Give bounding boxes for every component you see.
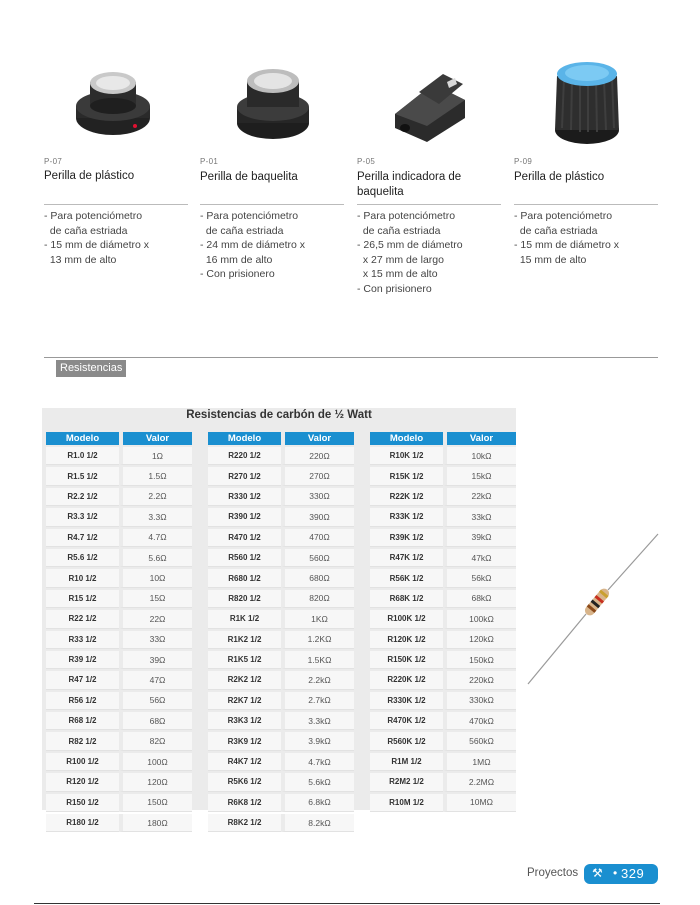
value-cell: 10kΩ [443,447,516,465]
table-row [46,508,192,526]
table-row [370,447,516,465]
table-row [370,732,516,750]
table-row [208,651,354,669]
table-row [208,732,354,750]
table-row [46,610,192,628]
value-cell: 4.7kΩ [281,753,354,771]
column-header-model: Modelo [46,432,119,445]
spec-line: - 24 mm de diámetro x [200,239,306,251]
value-cell: 1.5KΩ [281,651,354,669]
model-cell: R560 1/2 [208,549,281,567]
table-row [208,712,354,730]
table-title: Resistencias de carbón de ½ Watt [186,409,372,421]
spec-line: x 27 mm de largo [357,253,444,266]
table-row [208,529,354,547]
model-cell: R150K 1/2 [370,651,443,669]
projects-icon: ⚒ [592,866,603,880]
value-cell: 470kΩ [443,712,516,730]
table-row [370,692,516,710]
value-cell: 3.9kΩ [281,732,354,750]
table-row [46,529,192,547]
model-cell: R100K 1/2 [370,610,443,628]
table-row [370,773,516,791]
table-row [370,569,516,587]
table-row [208,610,354,628]
spec-line: 13 mm de alto [44,253,117,266]
table-row [370,671,516,689]
table-row [46,488,192,506]
value-cell: 3.3Ω [119,508,192,526]
bottom-divider [34,903,660,904]
model-cell: R3.3 1/2 [46,508,119,526]
product-code: P-05 [357,157,376,166]
table-row [46,467,192,485]
value-cell: 33kΩ [443,508,516,526]
table-row [370,467,516,485]
value-cell: 100kΩ [443,610,516,628]
section-divider [44,357,658,358]
knob-p09-image [552,56,622,148]
separator-dot: • [613,866,618,880]
value-cell: 4.7Ω [119,529,192,547]
spec-line: - Con prisionero [357,282,432,295]
page-badge [584,864,658,884]
table-row [370,794,516,812]
model-cell: R120 1/2 [46,773,119,791]
product-name: Perilla de plástico [514,171,605,183]
table-row [370,712,516,730]
table-row [370,651,516,669]
product-specs [514,209,664,267]
table-row [208,590,354,608]
product-name: Perilla indicadora de baquelita [357,171,462,198]
table-row [208,671,354,689]
value-cell: 1.5Ω [119,467,192,485]
value-cell: 2.2MΩ [443,773,516,791]
spec-line: 15 mm de alto [514,253,587,266]
divider [514,204,658,205]
model-cell: R2.2 1/2 [46,488,119,506]
footer-section-label: Proyectos [527,867,579,879]
spec-line: - Con prisionero [200,268,275,280]
value-cell: 15Ω [119,590,192,608]
model-cell: R470 1/2 [208,529,281,547]
table-row [208,773,354,791]
column-header-model: Modelo [370,432,443,445]
table-row [208,508,354,526]
value-cell: 100Ω [119,753,192,771]
model-cell: R6K8 1/2 [208,794,281,812]
model-cell: R2K2 1/2 [208,671,281,689]
model-cell: R2K7 1/2 [208,692,281,710]
value-cell: 470Ω [281,529,354,547]
value-cell: 1Ω [119,447,192,465]
model-cell: R150 1/2 [46,794,119,812]
model-cell: R470K 1/2 [370,712,443,730]
table-row [208,631,354,649]
value-cell: 68Ω [119,712,192,730]
knob-p01-image [233,63,313,145]
knob-p05-image [389,62,475,146]
model-cell: R3K3 1/2 [208,712,281,730]
value-cell: 120Ω [119,773,192,791]
product-specs [44,209,194,267]
table-row [208,692,354,710]
model-cell: R220 1/2 [208,447,281,465]
table-row [46,794,192,812]
spec-line: - 26,5 mm de diámetro [357,239,463,251]
value-cell: 680Ω [281,569,354,587]
product-code: P-01 [200,157,219,166]
table-row [46,651,192,669]
value-cell: 33Ω [119,631,192,649]
value-cell: 270Ω [281,467,354,485]
model-cell: R10 1/2 [46,569,119,587]
value-cell: 220kΩ [443,671,516,689]
value-cell: 22Ω [119,610,192,628]
column-header-value: Valor [443,432,516,445]
model-cell: R47K 1/2 [370,549,443,567]
spec-line: 16 mm de alto [200,253,273,266]
model-cell: R1K2 1/2 [208,631,281,649]
product-name: Perilla de plástico [44,170,135,182]
table-row [46,631,192,649]
value-cell: 1KΩ [281,610,354,628]
value-cell: 180Ω [119,814,192,832]
spec-line: x 15 mm de alto [357,268,438,280]
table-row [46,590,192,608]
model-cell: R39 1/2 [46,651,119,669]
value-cell: 82Ω [119,732,192,750]
resistor-image [522,530,662,690]
divider [200,204,344,205]
model-cell: R1K 1/2 [208,610,281,628]
section-label: Resistencias [56,360,126,377]
knob-p07-image [72,66,154,142]
value-cell: 1MΩ [443,753,516,771]
model-cell: R1K5 1/2 [208,651,281,669]
model-cell: R4.7 1/2 [46,529,119,547]
value-cell: 5.6kΩ [281,773,354,791]
value-cell: 15kΩ [443,467,516,485]
divider [357,204,501,205]
spec-line: - 15 mm de diámetro x [514,239,620,251]
model-cell: R120K 1/2 [370,631,443,649]
table-row [370,631,516,649]
table-row [208,814,354,832]
table-row [370,753,516,771]
model-cell: R47 1/2 [46,671,119,689]
table-row [208,549,354,567]
model-cell: R1.5 1/2 [46,467,119,485]
value-cell: 10Ω [119,569,192,587]
table-row [208,569,354,587]
spec-line: - Para potenciómetro [44,210,143,222]
value-cell: 330kΩ [443,692,516,710]
table-row [46,447,192,465]
model-cell: R22K 1/2 [370,488,443,506]
model-cell: R33 1/2 [46,631,119,649]
table-row [46,773,192,791]
model-cell: R15K 1/2 [370,467,443,485]
value-cell: 68kΩ [443,590,516,608]
spec-line: de caña estriada [514,224,598,237]
resistor-table-2 [208,430,354,834]
model-cell: R56K 1/2 [370,569,443,587]
model-cell: R220K 1/2 [370,671,443,689]
model-cell: R1M 1/2 [370,753,443,771]
model-cell: R330 1/2 [208,488,281,506]
table-row [370,529,516,547]
value-cell: 8.2kΩ [281,814,354,832]
value-cell: 1.2KΩ [281,631,354,649]
page-number: 329 [621,866,645,881]
spec-line: - Para potenciómetro [514,210,613,222]
table-row [208,794,354,812]
table-row [208,467,354,485]
model-cell: R560K 1/2 [370,732,443,750]
model-cell: R5K6 1/2 [208,773,281,791]
table-row [370,488,516,506]
model-cell: R8K2 1/2 [208,814,281,832]
value-cell: 10MΩ [443,794,516,812]
table-row [46,692,192,710]
model-cell: R39K 1/2 [370,529,443,547]
model-cell: R10M 1/2 [370,794,443,812]
value-cell: 47kΩ [443,549,516,567]
table-row [46,712,192,730]
value-cell: 390Ω [281,508,354,526]
model-cell: R68K 1/2 [370,590,443,608]
table-row [46,671,192,689]
model-cell: R5.6 1/2 [46,549,119,567]
table-row [370,549,516,567]
table-row [208,488,354,506]
value-cell: 330Ω [281,488,354,506]
table-row [46,732,192,750]
table-row [46,753,192,771]
product-code: P-09 [514,157,533,166]
value-cell: 150Ω [119,794,192,812]
product-code: P-07 [44,157,63,166]
model-cell: R33K 1/2 [370,508,443,526]
model-cell: R1.0 1/2 [46,447,119,465]
model-cell: R390 1/2 [208,508,281,526]
model-cell: R270 1/2 [208,467,281,485]
resistor-table-1 [46,430,192,834]
value-cell: 3.3kΩ [281,712,354,730]
value-cell: 39Ω [119,651,192,669]
divider [44,204,188,205]
model-cell: R100 1/2 [46,753,119,771]
value-cell: 56kΩ [443,569,516,587]
value-cell: 150kΩ [443,651,516,669]
value-cell: 56Ω [119,692,192,710]
value-cell: 220Ω [281,447,354,465]
table-row [370,508,516,526]
model-cell: R15 1/2 [46,590,119,608]
model-cell: R56 1/2 [46,692,119,710]
product-name: Perilla de baquelita [200,171,298,183]
table-row [370,590,516,608]
product-specs [357,209,507,296]
product-specs [200,209,350,282]
spec-line: - Para potenciómetro [200,210,299,222]
table-row [208,753,354,771]
value-cell: 22kΩ [443,488,516,506]
spec-line: de caña estriada [357,224,441,237]
model-cell: R820 1/2 [208,590,281,608]
model-cell: R22 1/2 [46,610,119,628]
spec-line: - Para potenciómetro [357,210,456,222]
value-cell: 560Ω [281,549,354,567]
spec-line: - 15 mm de diámetro x [44,239,150,251]
value-cell: 47Ω [119,671,192,689]
column-header-value: Valor [119,432,192,445]
column-header-model: Modelo [208,432,281,445]
model-cell: R4K7 1/2 [208,753,281,771]
column-header-value: Valor [281,432,354,445]
model-cell: R2M2 1/2 [370,773,443,791]
model-cell: R680 1/2 [208,569,281,587]
table-row [370,610,516,628]
value-cell: 39kΩ [443,529,516,547]
spec-line: de caña estriada [44,224,128,237]
value-cell: 2.2Ω [119,488,192,506]
value-cell: 560kΩ [443,732,516,750]
table-row [46,549,192,567]
model-cell: R330K 1/2 [370,692,443,710]
spec-line: de caña estriada [200,224,284,237]
value-cell: 2.7kΩ [281,692,354,710]
model-cell: R180 1/2 [46,814,119,832]
value-cell: 6.8kΩ [281,794,354,812]
resistor-table-3 [370,430,516,814]
table-row [46,569,192,587]
model-cell: R3K9 1/2 [208,732,281,750]
value-cell: 820Ω [281,590,354,608]
value-cell: 120kΩ [443,631,516,649]
value-cell: 2.2kΩ [281,671,354,689]
table-row [46,814,192,832]
table-row [208,447,354,465]
value-cell: 5.6Ω [119,549,192,567]
model-cell: R10K 1/2 [370,447,443,465]
model-cell: R68 1/2 [46,712,119,730]
model-cell: R82 1/2 [46,732,119,750]
